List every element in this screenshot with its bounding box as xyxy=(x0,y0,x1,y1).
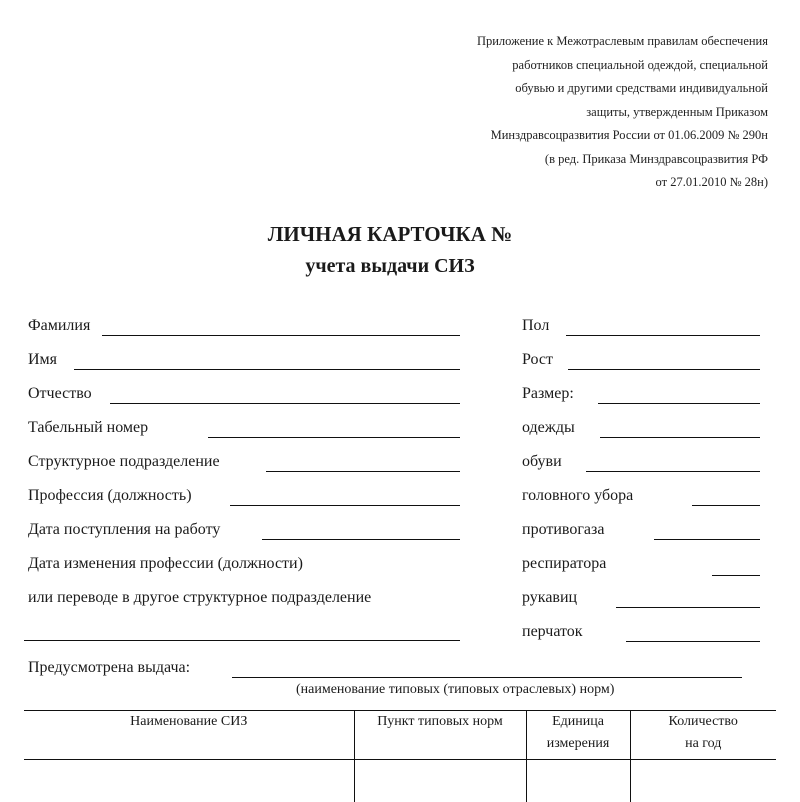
change-date-field-line[interactable] xyxy=(24,640,460,641)
column-header-quantity xyxy=(630,711,776,760)
column-header-norm-item xyxy=(354,711,526,760)
appendix-line: Приложение к Межотраслевым правилам обеспечения xyxy=(388,30,768,54)
department-field-line[interactable] xyxy=(266,471,460,472)
mittens-size-field-line[interactable] xyxy=(616,607,760,608)
appendix-line: работников специальной одеждой, специальной xyxy=(388,54,768,78)
gas-mask-size-field-line[interactable] xyxy=(654,539,760,540)
height-field-line[interactable] xyxy=(568,369,760,370)
sex-label: Пол xyxy=(522,316,549,336)
table-header-row xyxy=(24,711,776,760)
appendix-line: (в ред. Приказа Минздравсоцразвития РФ xyxy=(388,148,768,172)
headwear-size-label: головного убора xyxy=(522,486,633,506)
document-title: ЛИЧНАЯ КАРТОЧКА № xyxy=(0,222,780,247)
column-header-siz-name xyxy=(24,711,354,760)
shoes-size-field-line[interactable] xyxy=(586,471,760,472)
table-row xyxy=(24,760,776,802)
change-date-label-2: или переводе в другое структурное подразделение xyxy=(28,588,371,608)
name-label: Имя xyxy=(28,350,57,370)
appendix-line: от 27.01.2010 № 28н) xyxy=(388,171,768,195)
hire-date-label: Дата поступления на работу xyxy=(28,520,220,540)
size-field-line[interactable] xyxy=(598,403,760,404)
issue-field-line[interactable] xyxy=(232,677,742,678)
height-label: Рост xyxy=(522,350,553,370)
personnel-number-label: Табельный номер xyxy=(28,418,148,438)
issue-note: (наименование типовых (типовых отраслевых) норм) xyxy=(296,682,614,698)
appendix-line: обувью и другими средствами индивидуальной xyxy=(388,77,768,101)
hire-date-field-line[interactable] xyxy=(262,539,460,540)
sex-field-line[interactable] xyxy=(566,335,760,336)
gloves-size-field-line[interactable] xyxy=(626,641,760,642)
name-field-line[interactable] xyxy=(74,369,460,370)
patronymic-label: Отчество xyxy=(28,384,92,404)
issue-label: Предусмотрена выдача: xyxy=(28,658,190,678)
column-header-text: Пункт типовых норм xyxy=(359,711,522,733)
mittens-size-label: рукавиц xyxy=(522,588,577,608)
table-cell[interactable] xyxy=(354,760,526,802)
shoes-size-label: обуви xyxy=(522,452,562,472)
appendix-line: Минздравсоцразвития России от 01.06.2009 № 290н xyxy=(388,124,768,148)
appendix-header xyxy=(388,30,768,195)
column-header-text: Наименование СИЗ xyxy=(28,711,350,733)
clothes-size-label: одежды xyxy=(522,418,575,438)
profession-field-line[interactable] xyxy=(230,505,460,506)
document-subtitle: учета выдачи СИЗ xyxy=(0,255,780,278)
column-header-text-2: на год xyxy=(635,733,773,755)
headwear-size-field-line[interactable] xyxy=(692,505,760,506)
clothes-size-field-line[interactable] xyxy=(600,437,760,438)
appendix-line: защиты, утвержденным Приказом xyxy=(388,101,768,125)
department-label: Структурное подразделение xyxy=(28,452,220,472)
size-label: Размер: xyxy=(522,384,574,404)
gloves-size-label: перчаток xyxy=(522,622,583,642)
table-cell[interactable] xyxy=(630,760,776,802)
table-cell[interactable] xyxy=(526,760,630,802)
personnel-number-field-line[interactable] xyxy=(208,437,460,438)
column-header-text-2: измерения xyxy=(531,733,626,755)
gas-mask-size-label: противогаза xyxy=(522,520,604,540)
change-date-label-1: Дата изменения профессии (должности) xyxy=(28,554,303,574)
column-header-text: Единица xyxy=(531,711,626,733)
profession-label: Профессия (должность) xyxy=(28,486,192,506)
surname-field-line[interactable] xyxy=(102,335,460,336)
column-header-text: Количество xyxy=(635,711,773,733)
surname-label: Фамилия xyxy=(28,316,90,336)
patronymic-field-line[interactable] xyxy=(110,403,460,404)
column-header-unit xyxy=(526,711,630,760)
siz-table xyxy=(24,710,776,802)
respirator-size-field-line[interactable] xyxy=(712,575,760,576)
table-cell[interactable] xyxy=(24,760,354,802)
respirator-size-label: респиратора xyxy=(522,554,606,574)
